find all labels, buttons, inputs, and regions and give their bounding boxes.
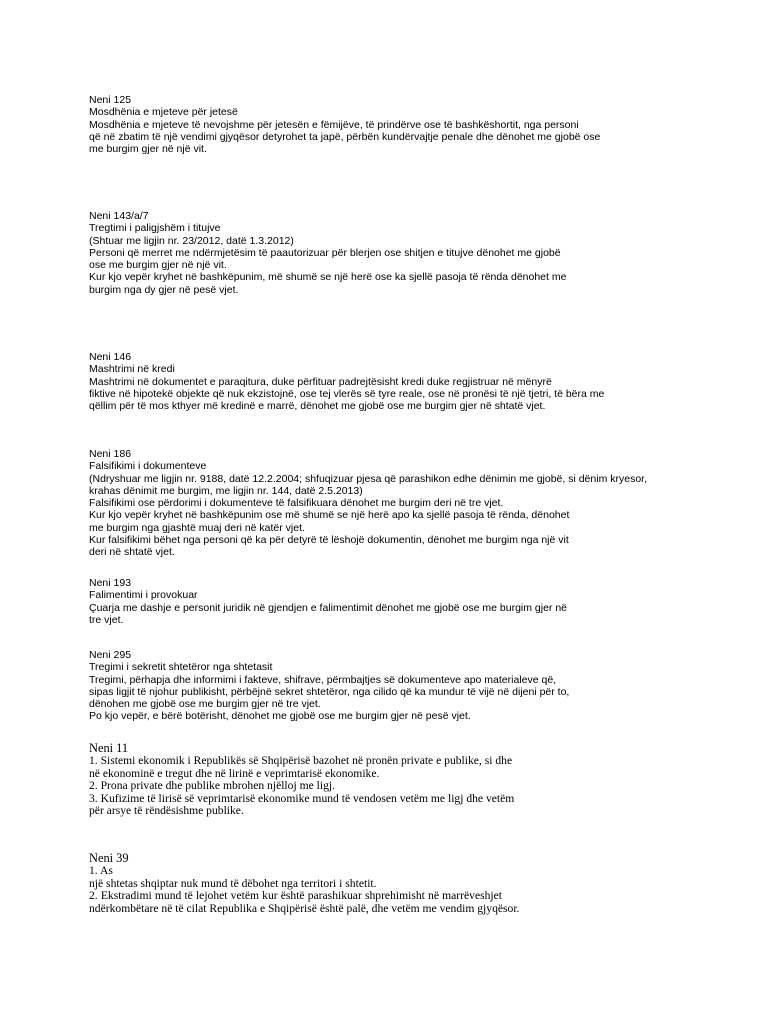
article-heading: Falsifikimi i dokumenteve [89, 460, 207, 473]
article-text: një shtetas shqiptar nuk mund të dëbohet nga territori i shtetit. [89, 876, 377, 890]
article-text: fiktive në hipotekë objekte që nuk ekzistojnë, ose tej vlerës së tyre reale, ose në pronësi të një tjetri, të bëra me [89, 387, 605, 400]
article-text: Kur falsifikimi bëhet nga personi që ka për detyrë të lëshojë dokumentin, dënohet me burgim nga një vit [89, 534, 569, 547]
article-text: për arsye të rëndësishme publike. [89, 804, 244, 817]
article-193 [89, 577, 729, 626]
article-text: në ekonominë e tregut dhe në lirinë e veprimtarisë ekonomike. [89, 766, 380, 780]
article-text: qëllim për të mos kthyer më kredinë e marrë, dënohet me gjobë ose me burgim gjer në shtatë vjet. [89, 400, 546, 413]
article-text: Falsifikimi ose përdorimi i dokumenteve të falsifikuara dënohet me burgim deri në tre vjet. [89, 497, 504, 510]
article-text: Tregimi, përhapja dhe informimi i fakteve, shifrave, përmbajtjes së dokumenteve apo materialeve që, [89, 673, 557, 686]
article-text: Kur kjo vepër kryhet në bashkëpunim ose më shumë se një herë apo ka sjellë pasoja të rënda, dënohet [89, 509, 570, 522]
article-heading: Tregtimi i paligjshëm i titujve [89, 222, 221, 235]
article-heading: Mashtrimi në kredi [89, 363, 175, 376]
article-title: Neni 193 [89, 577, 132, 589]
article-295 [89, 649, 729, 723]
article-amendment-note: (Ndryshuar me ligjin nr. 9188, datë 12.2.2004; shfuqizuar pjesa që parashikon edhe dënimin me gjobë, si dënim kryesor, [89, 472, 647, 485]
article-text: ose me burgim gjer në një vit. [89, 259, 227, 272]
article-text: 2. Ekstradimi mund të lejohet vetëm kur është parashikuar shprehimisht në marrëveshjet [89, 889, 502, 902]
article-text: 2. Prona private dhe publike mbrohen njëlloj me ligj. [89, 779, 335, 792]
article-text: Personi që merret me ndërmjetësim të paautorizuar për blerjen ose shitjen e titujve dënohet me gjobë [89, 246, 561, 259]
article-heading: Tregimi i sekretit shtetëror nga shtetasit [89, 661, 273, 674]
article-text: burgim nga dy gjer në pesë vjet. [89, 283, 239, 296]
article-text: Kur kjo vepër kryhet në bashkëpunim, më shumë se një herë ose ka sjellë pasoja të rënda dënohet me [89, 271, 567, 284]
article-text: ndërkombëtare në të cilat Republika e Shqipërisë është palë, dhe vetëm me vendim gjyqësor. [89, 901, 520, 915]
article-text: 1. Sistemi ekonomik i Republikës së Shqipërisë bazohet në pronën private e publike, si dhe [89, 754, 513, 767]
article-title: Neni 125 [89, 94, 132, 106]
article-amendment-note: (Shtuar me ligjin nr. 23/2012, datë 1.3.2012) [89, 234, 294, 247]
article-heading: Falimentimi i provokuar [89, 589, 198, 602]
article-39 [89, 852, 729, 915]
article-125 [89, 94, 729, 155]
article-text: 3. Kufizime të lirisë së veprimtarisë ekonomike mund të vendosen vetëm me ligj dhe vetëm [89, 791, 515, 805]
article-title: Neni 11 [89, 741, 129, 755]
article-186 [89, 448, 729, 559]
article-title: Neni 295 [89, 649, 132, 661]
article-143-a-7 [89, 210, 729, 296]
article-text: me burgim gjer në një vit. [89, 143, 207, 156]
article-title: Neni 186 [89, 448, 132, 460]
article-text: Mashtrimi në dokumentet e paraqitura, duke përfituar padrejtësisht kredi duke regjistruar në mënyrë [89, 375, 552, 388]
article-text: Çuarja me dashje e personit juridik në gjendjen e falimentimit dënohet me gjobë ose me burgim gjer në [89, 601, 568, 614]
article-text: deri në shtatë vjet. [89, 546, 175, 559]
article-text: që në zbatim të një vendimi gjyqësor detyrohet ta japë, përbën kundërvajtje penale dhe dënohet me gjobë ose [89, 130, 601, 143]
article-title: Neni 146 [89, 351, 132, 363]
article-text: sipas ligjit të njohur publikisht, përbëjnë sekret shtetëror, nga cilido që ka mundur të vijë në dijeni për to, [89, 685, 570, 698]
article-amendment-note: krahas dënimit me burgim, me ligjin nr. 144, datë 2.5.2013) [89, 484, 363, 497]
article-text: me burgim nga gjashtë muaj deri në katër vjet. [89, 521, 305, 534]
article-title: Neni 39 [89, 851, 129, 865]
article-11 [89, 742, 729, 818]
article-146 [89, 351, 729, 412]
article-text: 1. As [89, 864, 113, 877]
article-text: tre vjet. [89, 613, 124, 626]
article-text: Mosdhënia e mjeteve të nevojshme për jetesën e fëmijëve, të prindërve ose të bashkëshortit, nga personi [89, 118, 579, 131]
article-text: Po kjo vepër, e bërë botërisht, dënohet me gjobë ose me burgim gjer në pesë vjet. [89, 710, 471, 723]
article-title: Neni 143/a/7 [89, 210, 149, 222]
article-text: dënohen me gjobë ose me burgim gjer në tre vjet. [89, 698, 321, 711]
article-heading: Mosdhënia e mjeteve për jetesë [89, 106, 238, 119]
